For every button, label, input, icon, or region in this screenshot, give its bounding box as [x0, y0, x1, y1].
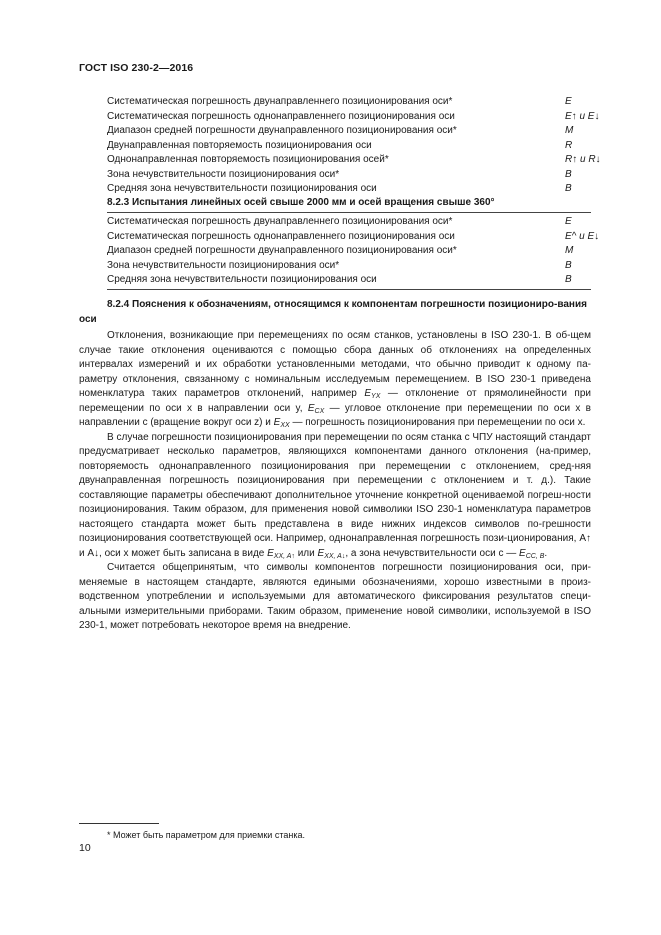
subscript: XX — [280, 422, 290, 429]
document-header: ГОСТ ISO 230-2—2016 — [79, 62, 194, 74]
table-rule-bottom — [107, 289, 591, 290]
footnote: * Может быть параметром для приемки станка. — [107, 830, 305, 840]
page-number: 10 — [79, 842, 91, 854]
table-rule-top — [107, 212, 591, 213]
symbol-label: R↑ и R↓ — [565, 154, 601, 165]
symbol-row — [107, 139, 587, 154]
text-run: , а зона нечувствительности оси c — — [345, 547, 520, 559]
subscript: YX — [371, 393, 381, 400]
section-title: 8.2.4 Пояснения к обозначениям, относящимся к компонентам погрешности позициониро-вания оси — [79, 299, 587, 325]
term-label: Средняя зона нечувствительности позиционирования оси — [107, 274, 377, 285]
symbol-label: B — [565, 259, 572, 271]
subsection-title: 8.2.3 Испытания линейных осей свыше 2000 мм и осей вращения свыше 360° — [107, 197, 495, 208]
term-label: Систематическая погрешность двунаправленнего позиционирования оси* — [107, 216, 453, 227]
symbol-row — [107, 110, 600, 125]
symbol-label: E↑ и E↓ — [565, 110, 600, 122]
body-text — [79, 329, 591, 634]
symbol-row — [107, 168, 587, 183]
symbol: E — [267, 547, 274, 559]
text-run: — отклонение от прямолинейности при перемещении по оси x в направлении оси y, — [79, 388, 591, 414]
term-label: Систематическая погрешность однонаправленнего позиционирования оси — [107, 110, 455, 122]
symbol-label: E — [565, 216, 572, 227]
text-run: или — [294, 547, 318, 559]
symbol-label: M — [565, 125, 574, 136]
symbol: E — [364, 388, 372, 399]
symbol-row — [107, 273, 587, 288]
symbol-label: B — [565, 168, 572, 180]
symbol-row — [107, 215, 587, 230]
symbol: E — [307, 402, 315, 414]
term-label: Систематическая погрешность однонаправленнего позиционирования оси — [107, 230, 455, 242]
symbol-row — [107, 95, 587, 110]
symbol-label: E^ и E↓ — [565, 230, 600, 242]
symbol-label: E — [565, 96, 572, 107]
term-label: Средняя зона нечувствительности позиционирования оси — [107, 183, 377, 194]
symbol-list-1 — [107, 95, 601, 197]
paragraph-2 — [79, 431, 591, 562]
term-label: Зона нечувствительности позиционирования оси* — [107, 259, 340, 271]
subscript: CC, B — [525, 552, 545, 560]
symbol: E — [273, 417, 281, 428]
text-run: В случае погрешности позиционирования при перемещении по осям станка с ЧПУ настоящий стандарт предусматривает несколько параметров, являющихся компонентами данного отклонения (на-пример, повторяемость однонаправленного позиционирования при перемещении с отклонением, сред-няя двунаправленная погрешность позиционирования при перемещении с отклонением и т. д.). Такие составляющие параметры обеспечивают дополнительное уточнение конкретной оцениваемой погреш-ности позиционирования. Таким образом, для применения новой символики ISO 230-1 номенклатура параметров настоящего стандарта может быть представлена в виде нижних индексов символов по-грешности позиционирования соответствующей оси. Например, однонаправленная погрешность пози-ционирования, A↑ и A↓, оси x может быть записана в виде — [79, 431, 591, 559]
symbol-row — [107, 153, 601, 168]
footnote-separator — [79, 823, 159, 824]
text-run: — угловое отклонение при перемещении по оси x в направлении c (вращение вокруг оси z) и — [79, 402, 591, 428]
term-label: Диапазон средней погрешности двунаправленного позиционирования оси* — [107, 125, 457, 136]
symbol-label: B — [565, 274, 572, 285]
symbol-row — [107, 124, 587, 139]
symbol-label: R — [565, 139, 573, 151]
symbol-label: B — [565, 183, 572, 194]
term-label: Двунаправленная повторяемость позиционирования оси — [107, 139, 372, 151]
symbol-list-2 — [107, 215, 600, 288]
symbol: E — [317, 547, 325, 559]
term-label: Однонаправленная повторяемость позиционирования осей* — [107, 154, 389, 165]
symbol-row — [107, 230, 600, 245]
subscript: XX, A↑ — [273, 552, 295, 560]
term-label: Диапазон средней погрешности двунаправленного позиционирования оси* — [107, 245, 457, 256]
symbol-row — [107, 244, 587, 259]
symbol-row — [107, 259, 587, 274]
text-run: — погрешность позиционирования при перемещении по оси x. — [289, 417, 586, 428]
term-label: Зона нечувствительности позиционирования оси* — [107, 168, 340, 180]
paragraph-3: Считается общепринятым, что символы компонентов погрешности позиционирования оси, при-меняемые в настоящем стандарте, являются едиными обозначениями, хорошо известными в произ-водственном употреблении и используемыми для автоматического фиксирования результатов специ-альными измерительными приборами. Таким образом, применение новой символики, используемой в ISO 230-1, может потребовать некоторое время на внедрение. — [79, 562, 591, 631]
subscript: CX — [314, 407, 325, 415]
text-run: . — [544, 547, 548, 559]
subscript: XX, A↓ — [324, 552, 346, 560]
text-run: Отклонения, возникающие при перемещениях по осям станков, установлены в ISO 230-1. В об-щем случае такие отклонения оцениваются с помощью сбора данных об отклонениях на определенных интервалах измерений и их обработки установленными методами, что обычно приводит к одному па-раметру отклонения, связанному с номинальным исследуемым перемещением. В ISO 230-1 приведена номенклатура таких параметров отклонений, например — [79, 330, 591, 399]
symbol: E — [519, 547, 526, 559]
symbol-label: M — [565, 245, 574, 256]
symbol-row — [107, 182, 587, 197]
paragraph-1 — [79, 329, 591, 431]
term-label: Систематическая погрешность двунаправленнего позиционирования оси* — [107, 96, 453, 107]
